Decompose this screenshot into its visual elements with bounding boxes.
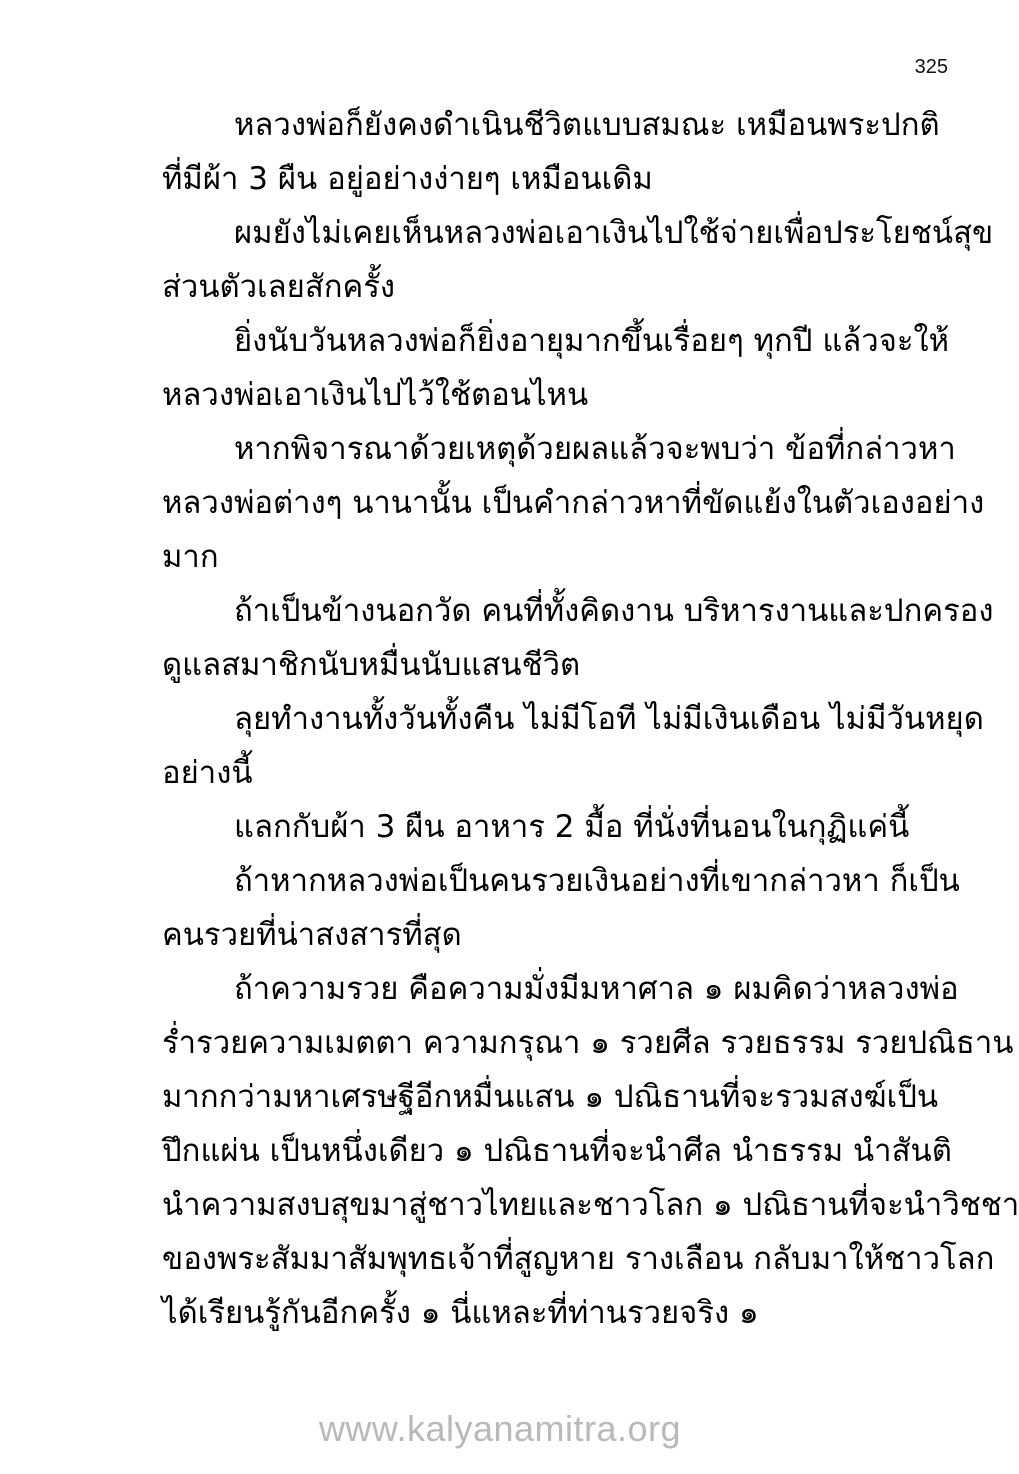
- text-line: แลกกับผ้า 3 ผืน อาหาร 2 มื้อ ที่นั่งที่นอนในกุฏิแค่นี้: [234, 809, 910, 845]
- text-line: ที่มีผ้า 3 ผืน อยู่อย่างง่ายๆ เหมือนเดิม: [162, 161, 653, 197]
- text-line: ดูแลสมาชิกนับหมื่นนับแสนชีวิต: [162, 647, 581, 683]
- text-line: หลวงพ่อต่างๆ นานานั้น เป็นคำกล่าวหาที่ขัดแย้งในตัวเองอย่าง: [162, 485, 985, 521]
- text-line: ร่ำรวยความเมตตา ความกรุณา ๑ รวยศีล รวยธรรม รวยปณิธาน: [162, 1025, 1014, 1061]
- text-line: ลุยทำงานทั้งวันทั้งคืน ไม่มีโอที ไม่มีเงินเดือน ไม่มีวันหยุด: [234, 701, 984, 737]
- watermark: www.kalyanamitra.org: [318, 1408, 682, 1449]
- text-line: ส่วนตัวเลยสักครั้ง: [162, 269, 396, 305]
- text-line: มากกว่ามหาเศรษฐีอีกหมื่นแสน ๑ ปณิธานที่จะรวมสงฆ์เป็น: [162, 1079, 939, 1115]
- text-line: ยิ่งนับวันหลวงพ่อก็ยิ่งอายุมากขึ้นเรื่อยๆ ทุกปี แล้วจะให้: [234, 323, 950, 359]
- text-line: ปึกแผ่น เป็นหนึ่งเดียว ๑ ปณิธานที่จะนำศีล นำธรรม นำสันติ: [162, 1133, 952, 1169]
- text-line: หลวงพ่อก็ยังคงดำเนินชีวิตแบบสมณะ เหมือนพระปกติ: [234, 107, 940, 143]
- text-line: คนรวยที่น่าสงสารที่สุด: [162, 917, 462, 953]
- text-line: ผมยังไม่เคยเห็นหลวงพ่อเอาเงินไปใช้จ่ายเพื่อประโยชน์สุข: [234, 215, 994, 251]
- text-line: ถ้าความรวย คือความมั่งมีมหาศาล ๑ ผมคิดว่าหลวงพ่อ: [234, 971, 959, 1007]
- text-line: ถ้าหากหลวงพ่อเป็นคนรวยเงินอย่างที่เขากล่าวหา ก็เป็น: [234, 863, 960, 899]
- text-line: นำความสงบสุขมาสู่ชาวไทยและชาวโลก ๑ ปณิธานที่จะนำวิชชา: [162, 1187, 1019, 1223]
- text-line: ได้เรียนรู้กันอีกครั้ง ๑ นี่แหละที่ท่านรวยจริง ๑: [162, 1295, 759, 1331]
- page-number: 325: [914, 56, 948, 78]
- text-line: อย่างนี้: [162, 755, 253, 791]
- body-text: [162, 98, 1019, 1340]
- text-line: ของพระสัมมาสัมพุทธเจ้าที่สูญหาย รางเลือน กลับมาให้ชาวโลก: [162, 1241, 995, 1277]
- text-line: ถ้าเป็นข้างนอกวัด คนที่ทั้งคิดงาน บริหารงานและปกครอง: [234, 593, 994, 629]
- text-line: หากพิจารณาด้วยเหตุด้วยผลแล้วจะพบว่า ข้อที่กล่าวหา: [234, 431, 956, 467]
- text-line: หลวงพ่อเอาเงินไปไว้ใช้ตอนไหน: [162, 377, 589, 413]
- text-line: มาก: [162, 539, 219, 575]
